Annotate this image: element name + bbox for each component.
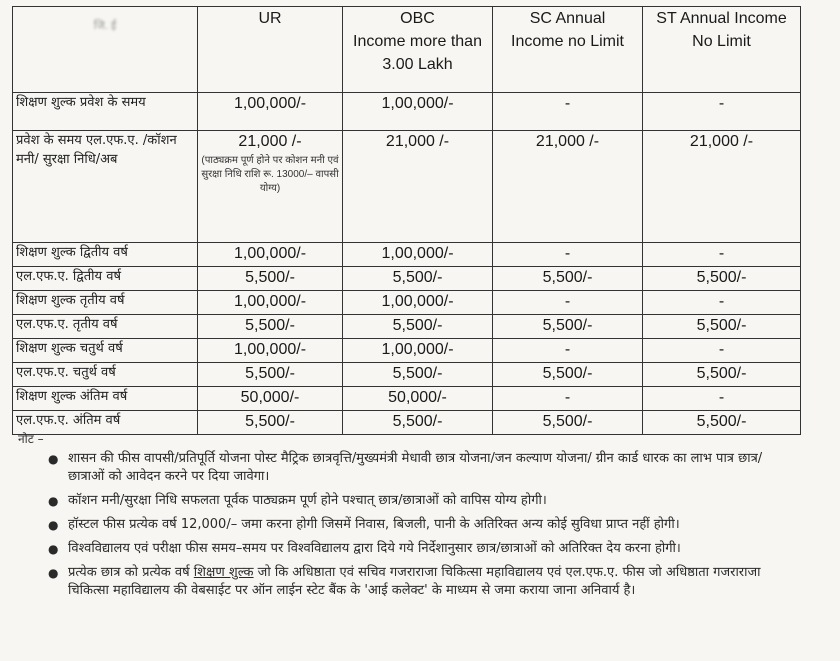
cell-st: - bbox=[643, 339, 801, 363]
table-row bbox=[13, 315, 801, 339]
cell-obc: 50,000/- bbox=[343, 387, 493, 411]
cell-obc: 1,00,000/- bbox=[343, 243, 493, 267]
table-row bbox=[13, 387, 801, 411]
cell-st: 21,000 /- bbox=[643, 131, 801, 243]
cell-sc: 5,500/- bbox=[493, 267, 643, 291]
bullet-icon: ● bbox=[48, 542, 59, 556]
list-item bbox=[42, 540, 782, 558]
header-st-line1: ST Annual Income bbox=[656, 10, 787, 27]
header-sc-line1: SC Annual bbox=[529, 10, 606, 27]
corner-cell bbox=[13, 7, 198, 93]
cell-sc: 5,500/- bbox=[493, 363, 643, 387]
cell-ur: 1,00,000/- bbox=[198, 339, 343, 363]
cell-ur: 1,00,000/- bbox=[198, 93, 343, 131]
table-row bbox=[13, 363, 801, 387]
cell-sc: 5,500/- bbox=[493, 411, 643, 435]
cell-ur bbox=[198, 131, 343, 243]
cell-ur: 5,500/- bbox=[198, 411, 343, 435]
table-row bbox=[13, 339, 801, 363]
list-item bbox=[42, 450, 782, 486]
cell-sc: - bbox=[493, 243, 643, 267]
header-obc-line2: Income more than bbox=[353, 33, 482, 50]
cell-ur-value: 21,000 /- bbox=[238, 133, 302, 150]
cell-sc: 5,500/- bbox=[493, 315, 643, 339]
cell-sc: - bbox=[493, 291, 643, 315]
list-item bbox=[42, 492, 782, 510]
row-label: शिक्षण शुल्क अंतिम वर्ष bbox=[13, 387, 198, 411]
list-item bbox=[42, 516, 782, 534]
header-sc-line2: Income no Limit bbox=[511, 33, 624, 50]
cell-ur: 5,500/- bbox=[198, 267, 343, 291]
table-row bbox=[13, 243, 801, 267]
table-row bbox=[13, 131, 801, 243]
header-ur bbox=[198, 7, 343, 93]
note-text-part: जो कि अधिष्ठाता एवं सचिव गजराराजा चिकित्सा महाविद्यालय एवं एल.एफ.ए. फीस जो अधिष्ठाता गजराराजा चिकित्सा महाविद्यालय की वेबसाईट पर ऑन लाईन स्टेट बैंक के 'आई कलेक्ट' के माध्यम से जमा कराया जाना अनिवार्य है। bbox=[68, 565, 761, 598]
bullet-icon: ● bbox=[48, 518, 59, 532]
cell-ur: 5,500/- bbox=[198, 315, 343, 339]
note-text-part: प्रत्येक छात्र को प्रत्येक वर्ष bbox=[68, 565, 194, 580]
cell-st: 5,500/- bbox=[643, 267, 801, 291]
cell-ur: 5,500/- bbox=[198, 363, 343, 387]
cell-sc: - bbox=[493, 93, 643, 131]
cell-obc: 1,00,000/- bbox=[343, 339, 493, 363]
cell-obc: 1,00,000/- bbox=[343, 291, 493, 315]
cell-obc: 21,000 /- bbox=[343, 131, 493, 243]
row-label: प्रवेश के समय एल.एफ.ए. /कॉशन मनी/ सुरक्षा निधि/अब bbox=[13, 131, 198, 243]
header-obc-line1: OBC bbox=[400, 10, 435, 27]
table-header-row bbox=[13, 7, 801, 93]
cell-ur: 1,00,000/- bbox=[198, 243, 343, 267]
header-obc bbox=[343, 7, 493, 93]
row-label: एल.एफ.ए. अंतिम वर्ष bbox=[13, 411, 198, 435]
header-obc-line3: 3.00 Lakh bbox=[382, 56, 453, 73]
bullet-icon: ● bbox=[48, 452, 59, 466]
cell-st: - bbox=[643, 93, 801, 131]
cell-ur: 1,00,000/- bbox=[198, 291, 343, 315]
table-row bbox=[13, 93, 801, 131]
cell-obc: 5,500/- bbox=[343, 411, 493, 435]
table-row bbox=[13, 267, 801, 291]
cell-st: - bbox=[643, 243, 801, 267]
row-label: शिक्षण शुल्क चतुर्थ वर्ष bbox=[13, 339, 198, 363]
cell-obc: 5,500/- bbox=[343, 267, 493, 291]
cell-ur: 50,000/- bbox=[198, 387, 343, 411]
bullet-icon: ● bbox=[48, 566, 59, 580]
header-st-line2: No Limit bbox=[692, 33, 751, 50]
note-text: शासन की फीस वापसी/प्रतिपूर्ति योजना पोस्ट मैट्रिक छात्रवृत्ति/मुख्यमंत्री मेधावी छात्र योजना/जन कल्याण योजना/ ग्रीन कार्ड धारक का लाभ पात्र छात्र/छात्राओं को आवेदन करने पर दिया जावेगा। bbox=[68, 451, 763, 484]
notes-list bbox=[42, 450, 782, 606]
cell-obc: 1,00,000/- bbox=[343, 93, 493, 131]
note-text-underlined: शिक्षण शुल्क bbox=[193, 565, 254, 580]
fee-table bbox=[12, 6, 801, 435]
cell-sc: - bbox=[493, 339, 643, 363]
cell-sc: 21,000 /- bbox=[493, 131, 643, 243]
header-ur-label: UR bbox=[258, 10, 282, 27]
list-item bbox=[42, 564, 782, 600]
header-sc bbox=[493, 7, 643, 93]
cell-st: 5,500/- bbox=[643, 411, 801, 435]
row-label: एल.एफ.ए. द्वितीय वर्ष bbox=[13, 267, 198, 291]
row-label: शिक्षण शुल्क प्रवेश के समय bbox=[13, 93, 198, 131]
cell-obc: 5,500/- bbox=[343, 363, 493, 387]
row-label: शिक्षण शुल्क द्वितीय वर्ष bbox=[13, 243, 198, 267]
caution-money-note: (पाठ्यक्रम पूर्ण होने पर कोशन मनी एवं सुरक्षा निधि राशि रू. 13000/– वापसी योग्य) bbox=[201, 155, 339, 194]
corner-blurred-text: जि. ई bbox=[93, 20, 117, 32]
row-label: शिक्षण शुल्क तृतीय वर्ष bbox=[13, 291, 198, 315]
note-text: कॉशन मनी/सुरक्षा निधि सफलता पूर्वक पाठ्यक्रम पूर्ण होने पश्चात् छात्र/छात्राओं को वापिस योग्य होगी। bbox=[68, 493, 547, 508]
cell-sc: - bbox=[493, 387, 643, 411]
note-text: विश्वविद्यालय एवं परीक्षा फीस समय–समय पर विश्वविद्यालय द्वारा दिये गये निर्देशानुसार छात्र/छात्राओं को अतिरिक्त देय करना होगी। bbox=[68, 541, 681, 556]
row-label: एल.एफ.ए. तृतीय वर्ष bbox=[13, 315, 198, 339]
cell-st: 5,500/- bbox=[643, 315, 801, 339]
bullet-icon: ● bbox=[48, 494, 59, 508]
cell-st: - bbox=[643, 291, 801, 315]
note-text: हॉस्टल फीस प्रत्येक वर्ष 12,000/– जमा करना होगी जिसमें निवास, बिजली, पानी के अतिरिक्त अन्य कोई सुविधा प्राप्त नहीं होगी। bbox=[68, 517, 680, 532]
table-row bbox=[13, 291, 801, 315]
table-row bbox=[13, 411, 801, 435]
cell-obc: 5,500/- bbox=[343, 315, 493, 339]
row-label: एल.एफ.ए. चतुर्थ वर्ष bbox=[13, 363, 198, 387]
cell-st: 5,500/- bbox=[643, 363, 801, 387]
note-heading: नोट – bbox=[18, 432, 44, 446]
cell-st: - bbox=[643, 387, 801, 411]
header-st bbox=[643, 7, 801, 93]
